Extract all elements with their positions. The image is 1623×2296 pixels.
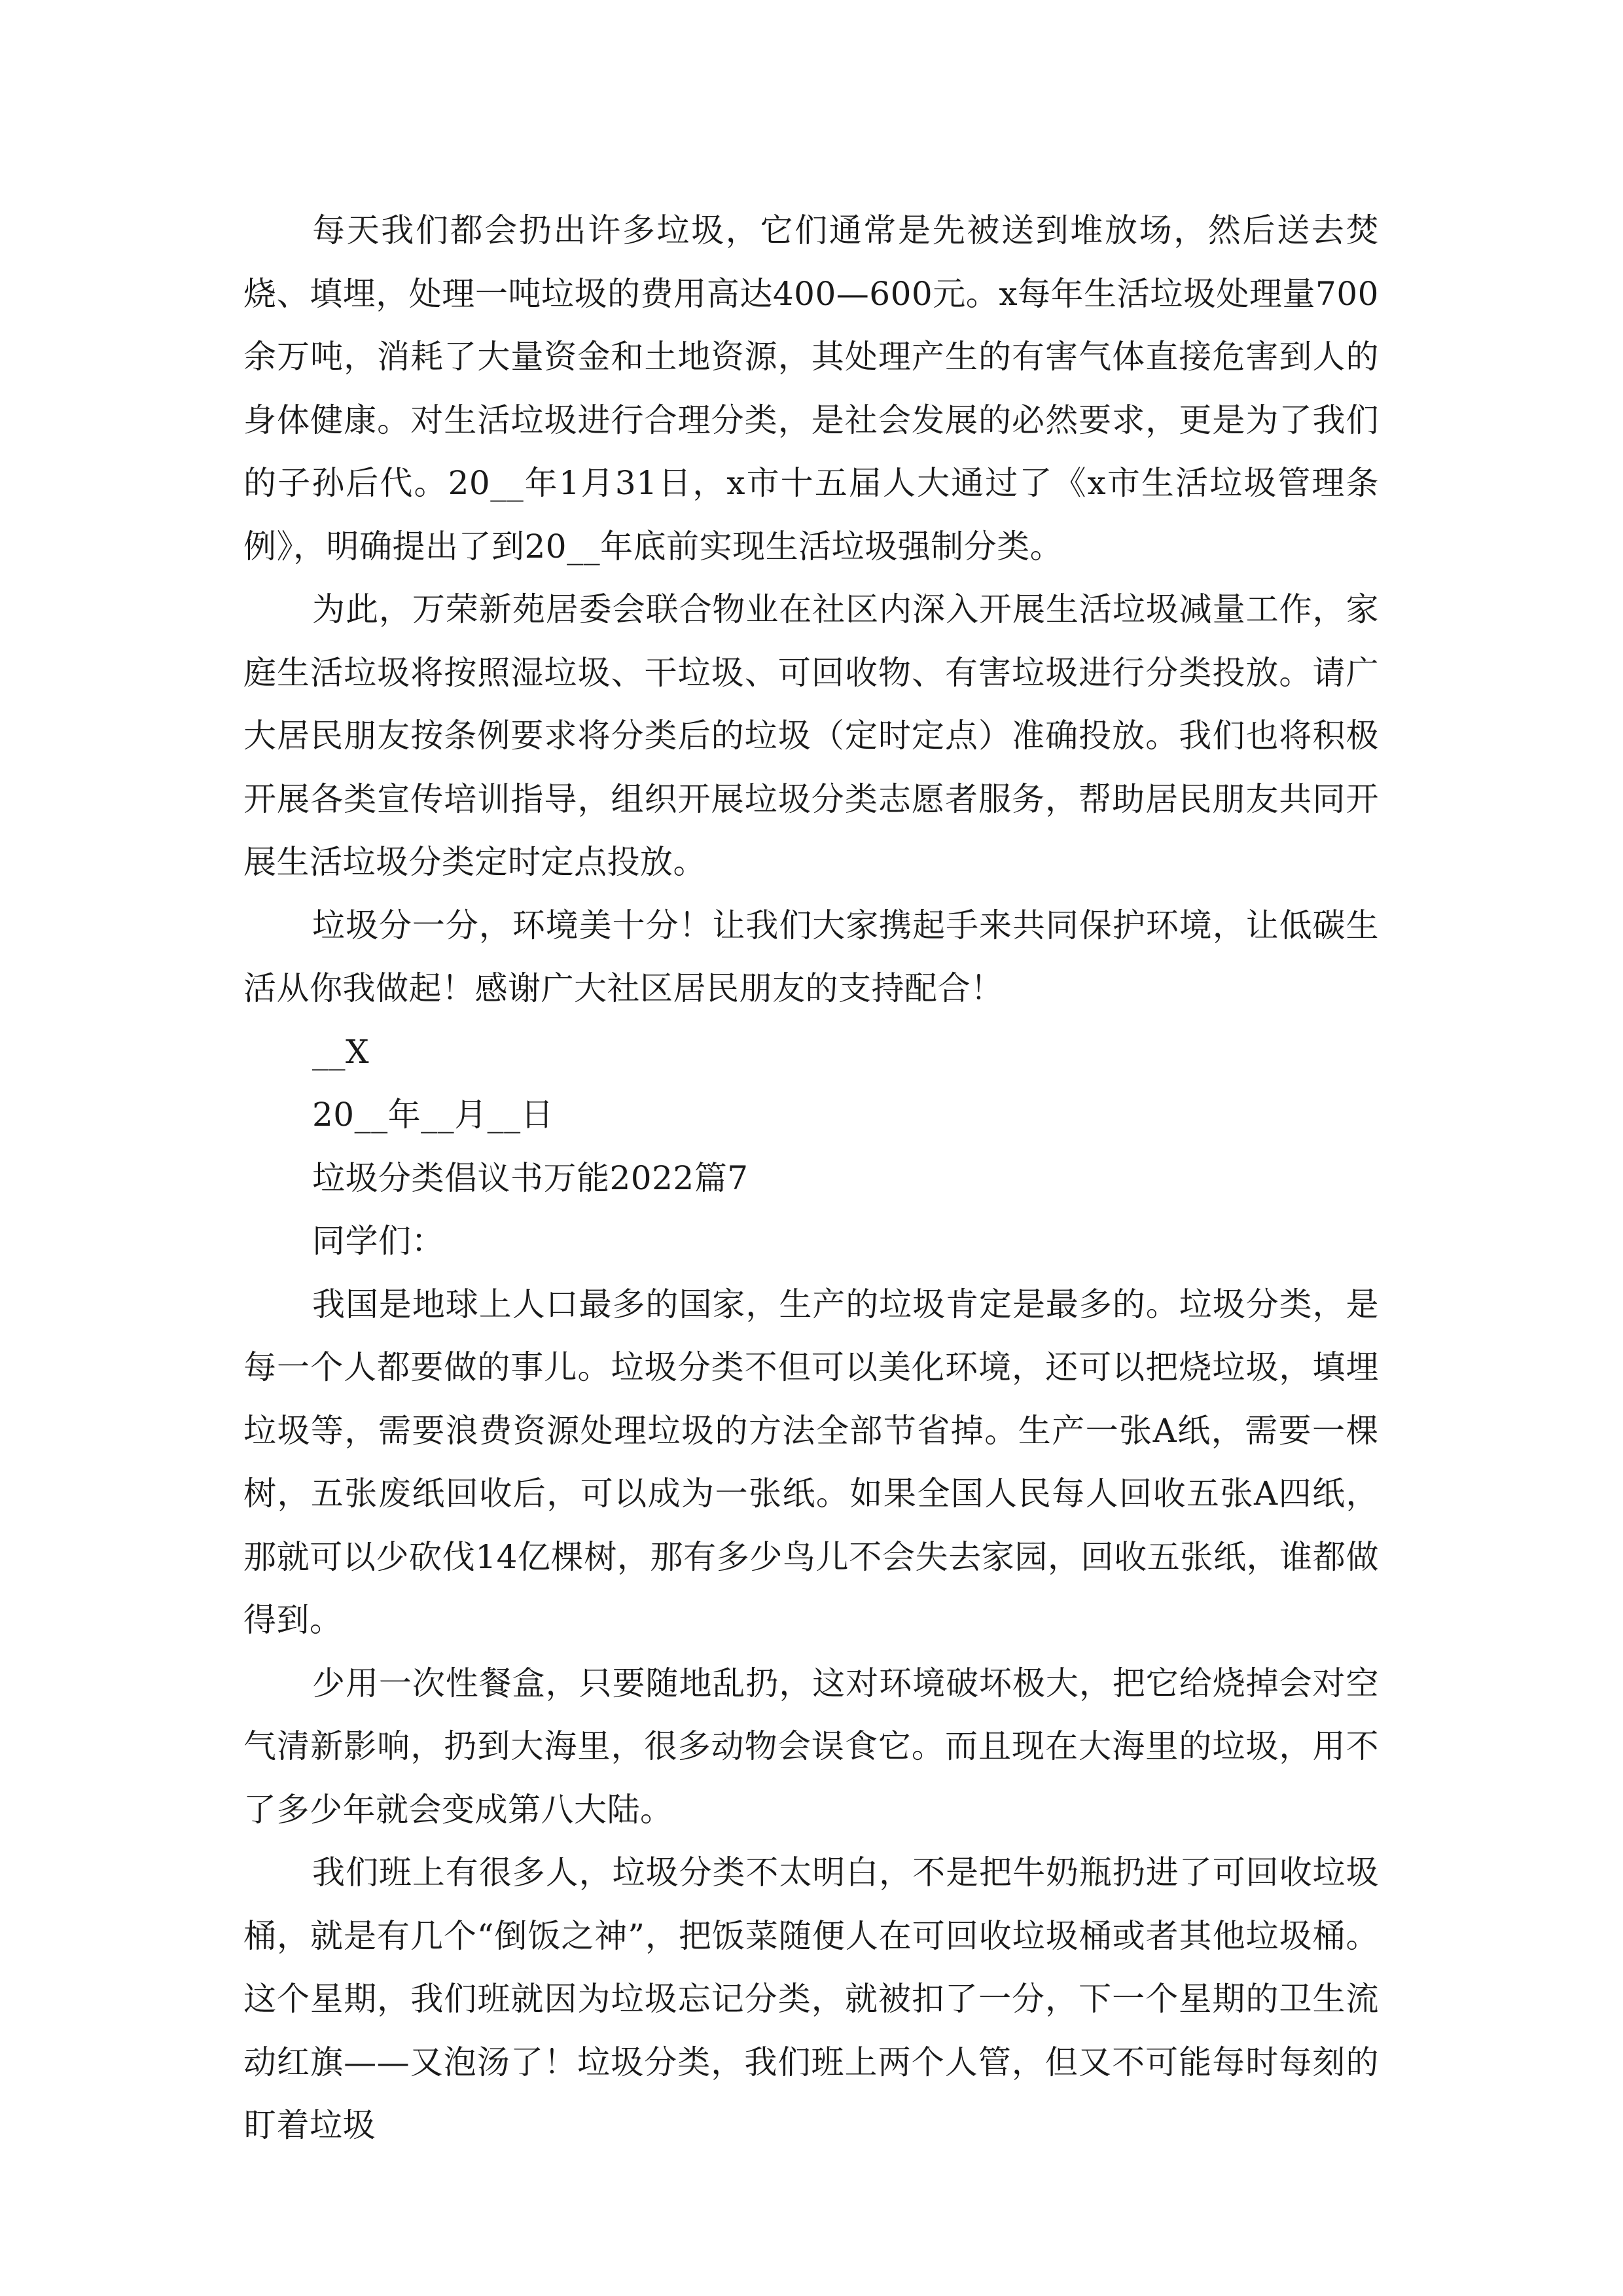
- paragraph-intro-waste-cost: 每天我们都会扔出许多垃圾，它们通常是先被送到堆放场，然后送去焚烧、填埋，处理一吨垃圾的费用高达400—600元。x每年生活垃圾处理量700余万吨，消耗了大量资金和土地资源，其处理产生的有害气体直接危害到人的身体健康。对生活垃圾进行合理分类，是社会发展的必然要求，更是为了我们的子孙后代。20__年1月31日，x市十五届人大通过了《x市生活垃圾管理条例》，明确提出了到20__年底前实现生活垃圾强制分类。: [243, 211, 1379, 565]
- document-body: [243, 199, 1379, 2157]
- section-title: 垃圾分类倡议书万能2022篇7: [312, 1158, 749, 1197]
- salutation: 同学们：: [312, 1222, 444, 1260]
- signature-line: __X: [312, 1032, 370, 1071]
- paragraph-disposable-boxes: 少用一次性餐盒，只要随地乱扔，这对环境破坏极大，把它给烧掉会对空气清新影响，扔到大海里，很多动物会误食它。而且现在大海里的垃圾，用不了多少年就会变成第八大陆。: [243, 1664, 1379, 1829]
- paragraph-class-situation: 我们班上有很多人，垃圾分类不太明白，不是把牛奶瓶扔进了可回收垃圾桶，就是有几个“倒饭之神”，把饭菜随便人在可回收垃圾桶或者其他垃圾桶。这个星期，我们班就因为垃圾忘记分类，就被扣了一分，下一个星期的卫生流动红旗——又泡汤了！垃圾分类，我们班上两个人管，但又不可能每时每刻的盯着垃圾: [243, 1854, 1379, 2144]
- paragraph-community-action: 为此，万荣新苑居委会联合物业在社区内深入开展生活垃圾减量工作，家庭生活垃圾将按照湿垃圾、干垃圾、可回收物、有害垃圾进行分类投放。请广大居民朋友按条例要求将分类后的垃圾（定时定点）准确投放。我们也将积极开展各类宣传培训指导，组织开展垃圾分类志愿者服务，帮助居民朋友共同开展生活垃圾分类定时定点投放。: [243, 590, 1379, 881]
- paragraph-slogan: 垃圾分一分，环境美十分！让我们大家携起手来共同保护环境，让低碳生活从你我做起！感谢广大社区居民朋友的支持配合！: [243, 906, 1379, 1007]
- paragraph-population-waste: 我国是地球上人口最多的国家，生产的垃圾肯定是最多的。垃圾分类，是每一个人都要做的事儿。垃圾分类不但可以美化环境，还可以把烧垃圾，填埋垃圾等，需要浪费资源处理垃圾的方法全部节省掉。生产一张A纸，需要一棵树，五张废纸回收后，可以成为一张纸。如果全国人民每人回收五张A四纸，那就可以少砍伐14亿棵树，那有多少鸟儿不会失去家园，回收五张纸，谁都做得到。: [243, 1285, 1379, 1639]
- date-line: 20__年__月__日: [312, 1096, 554, 1134]
